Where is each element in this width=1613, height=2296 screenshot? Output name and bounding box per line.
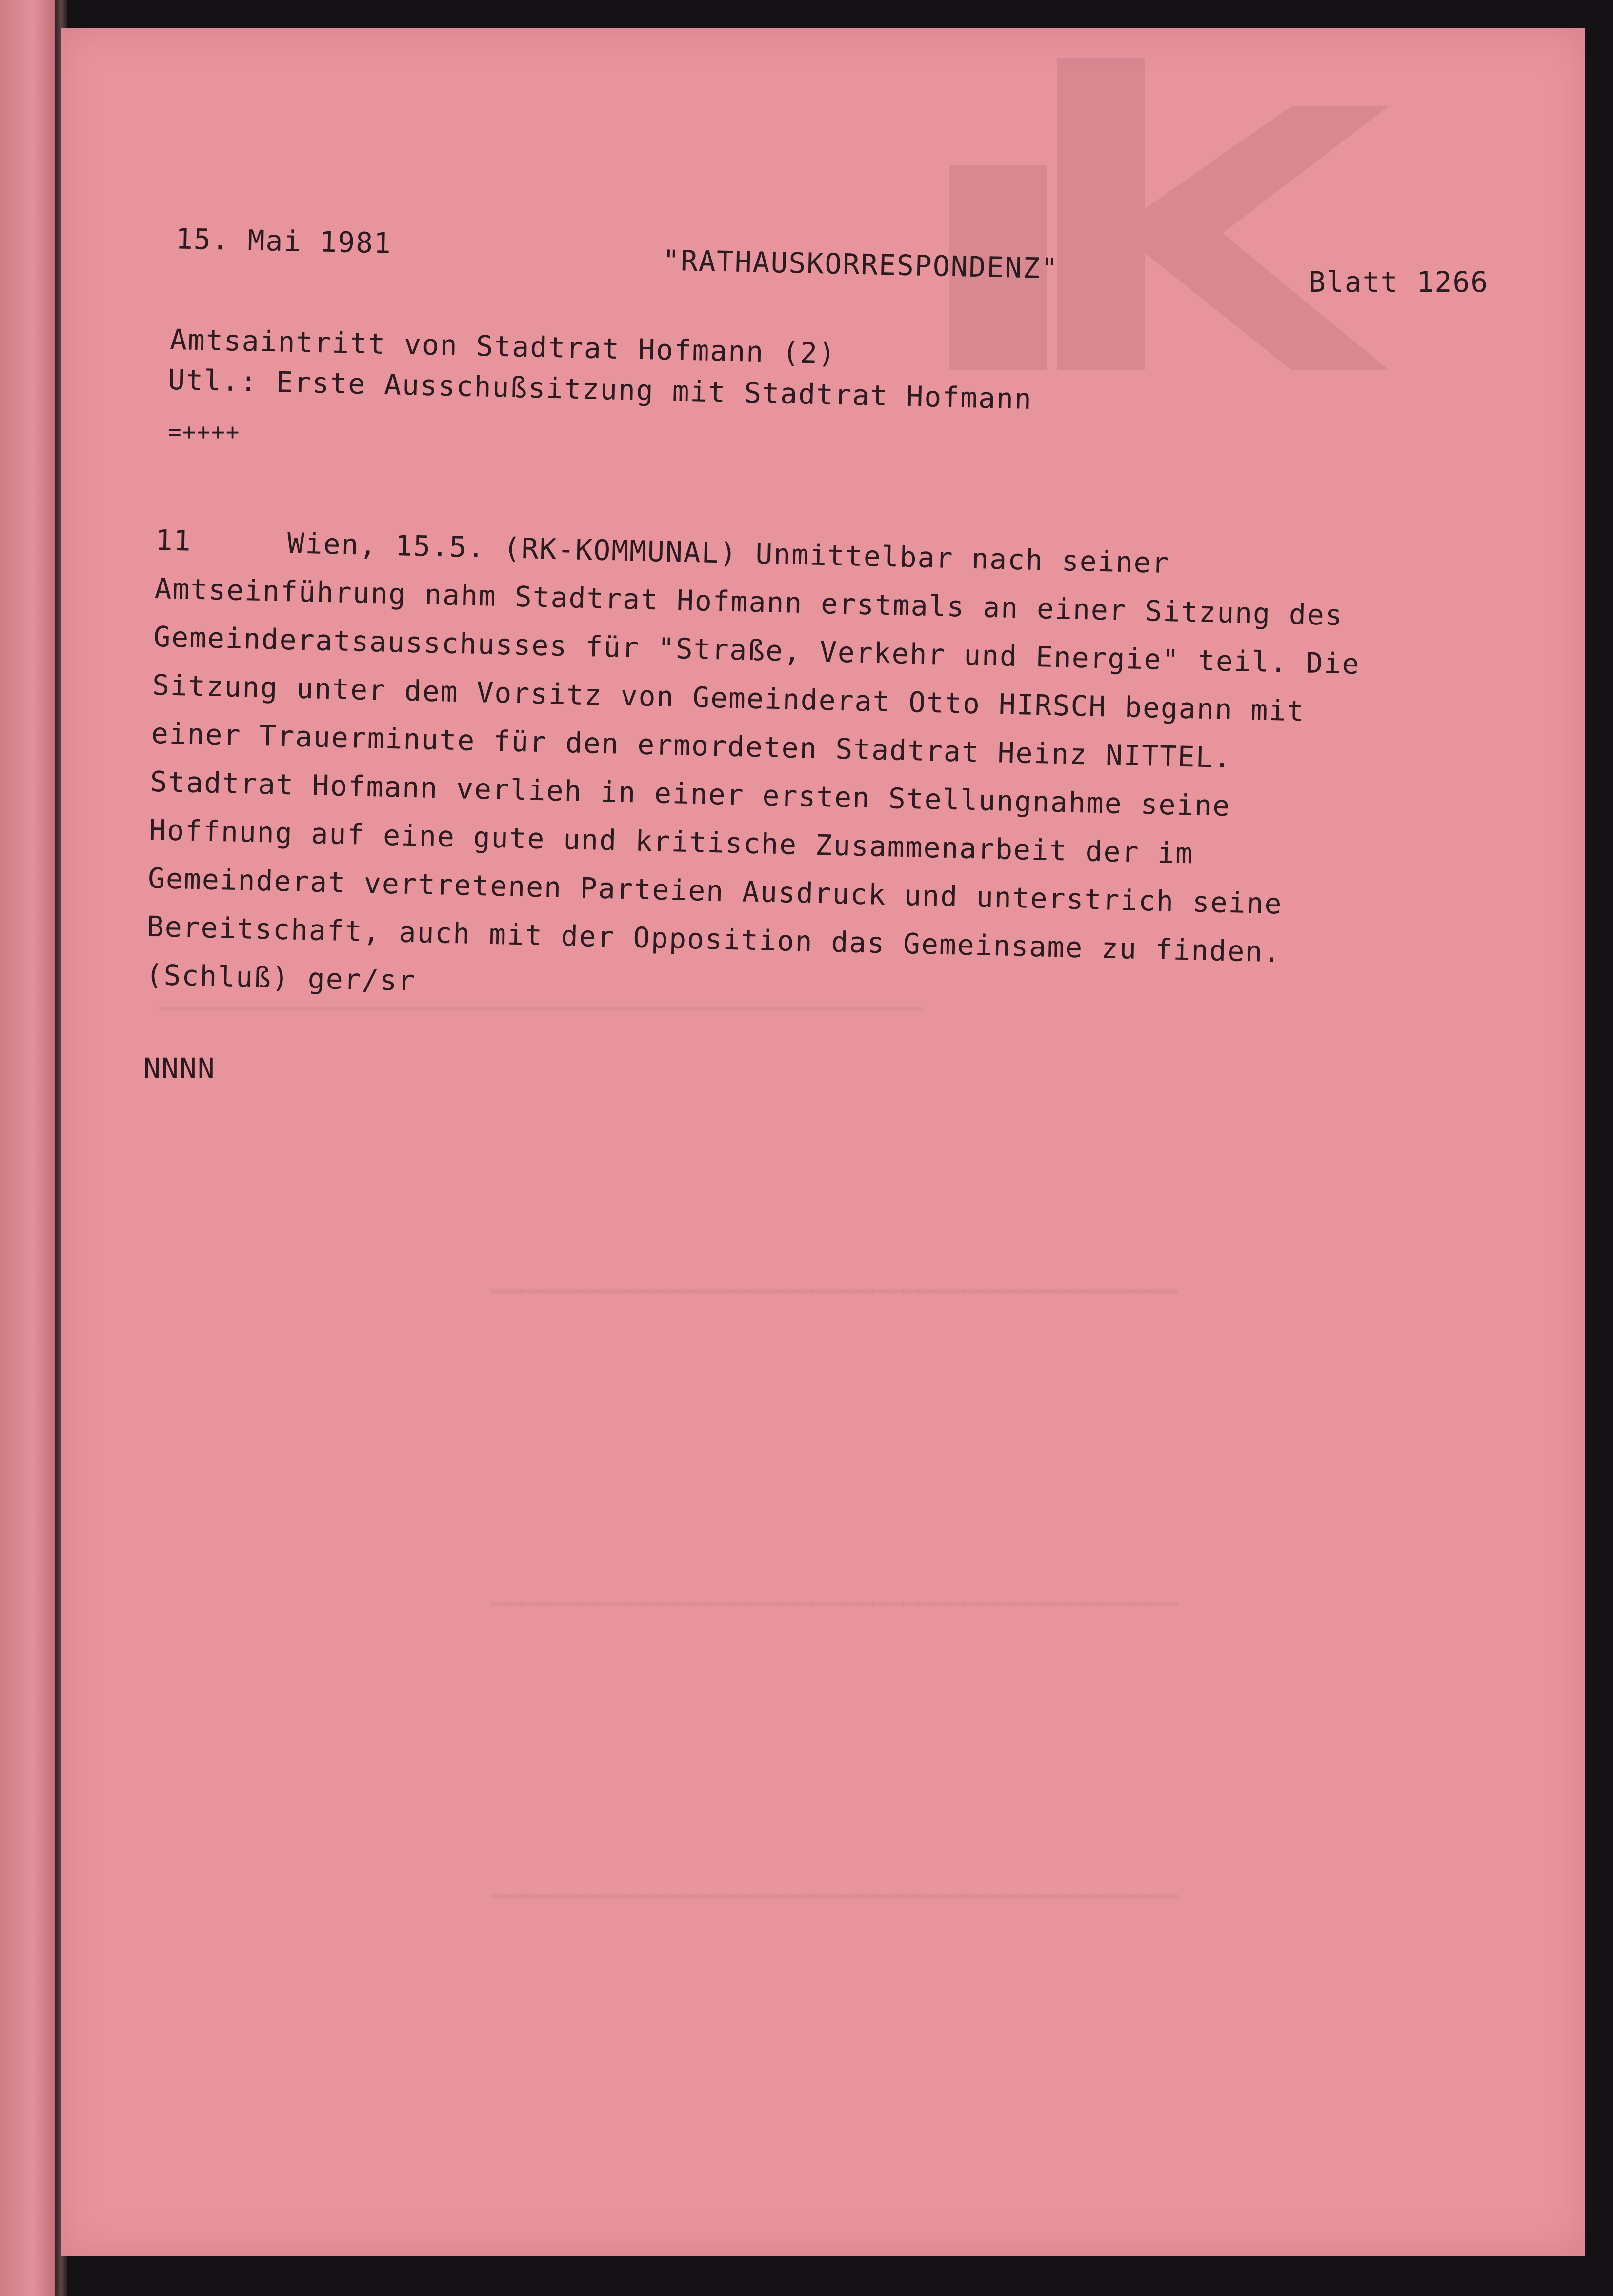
separator-mark: =++++ bbox=[168, 419, 241, 445]
document-date: 15. Mai 1981 bbox=[175, 222, 392, 260]
body-line: (Schluß) ger/sr bbox=[145, 958, 417, 998]
facing-page-edge bbox=[0, 0, 55, 2296]
show-through-logo bbox=[949, 48, 1437, 380]
body-line: Bereitschaft, auch mit der Opposition das Gemeinsame zu finden. bbox=[146, 909, 1282, 969]
body-line: Gemeinderat vertretenen Parteien Ausdruck und unterstrich seine bbox=[147, 861, 1283, 921]
sheet-number: Blatt 1266 bbox=[1309, 265, 1489, 299]
end-mark: NNNN bbox=[143, 1052, 216, 1085]
article-subtitle: Utl.: Erste Ausschußsitzung mit Stadtrat Hofmann bbox=[167, 363, 1033, 416]
article-title: Amtsaintritt von Stadtrat Hofmann (2) bbox=[169, 322, 837, 370]
body-line: Amtseinführung nahm Stadtrat Hofmann erstmals an einer Sitzung des bbox=[154, 571, 1344, 632]
publication-title: "RATHAUSKORRESPONDENZ" bbox=[662, 243, 1059, 285]
show-through-text: ━━━━━━━━━━━━━━━━━━━━━━━━━━━━━━━━━━━━━━━━━━━━━━━━━━ bbox=[159, 994, 923, 1024]
body-line: 11 Wien, 15.5. (RK-KOMMUNAL) Unmittelbar nach seiner bbox=[155, 516, 1556, 596]
body-line: Stadtrat Hofmann verlieh in einer ersten Stellungnahme seine bbox=[149, 765, 1231, 823]
body-line: Sitzung unter dem Vorsitz von Gemeinderat Otto HIRSCH begann mit bbox=[152, 668, 1306, 728]
article-body bbox=[145, 516, 1556, 1031]
body-line: Hoffnung auf eine gute und kritische Zusammenarbeit der im bbox=[148, 813, 1194, 870]
show-through-text: ━━━━━━━━━━━━━━━━━━━━━━━━━━━━━━━━━━━━━━━━━━━━━ bbox=[491, 1590, 1178, 1619]
body-line: Gemeinderatsausschusses für "Straße, Verkehr und Energie" teil. Die bbox=[153, 620, 1361, 681]
show-through-text: ━━━━━━━━━━━━━━━━━━━━━━━━━━━━━━━━━━━━━━━━━━━━━ bbox=[491, 1277, 1178, 1307]
show-through-text: ━━━━━━━━━━━━━━━━━━━━━━━━━━━━━━━━━━━━━━━━━━━━━ bbox=[491, 1882, 1178, 1912]
paragraph-number: 11 bbox=[155, 523, 192, 558]
body-line: einer Trauerminute für den ermordeten Stadtrat Heinz NITTEL. bbox=[151, 716, 1232, 775]
document-page bbox=[61, 28, 1585, 2256]
